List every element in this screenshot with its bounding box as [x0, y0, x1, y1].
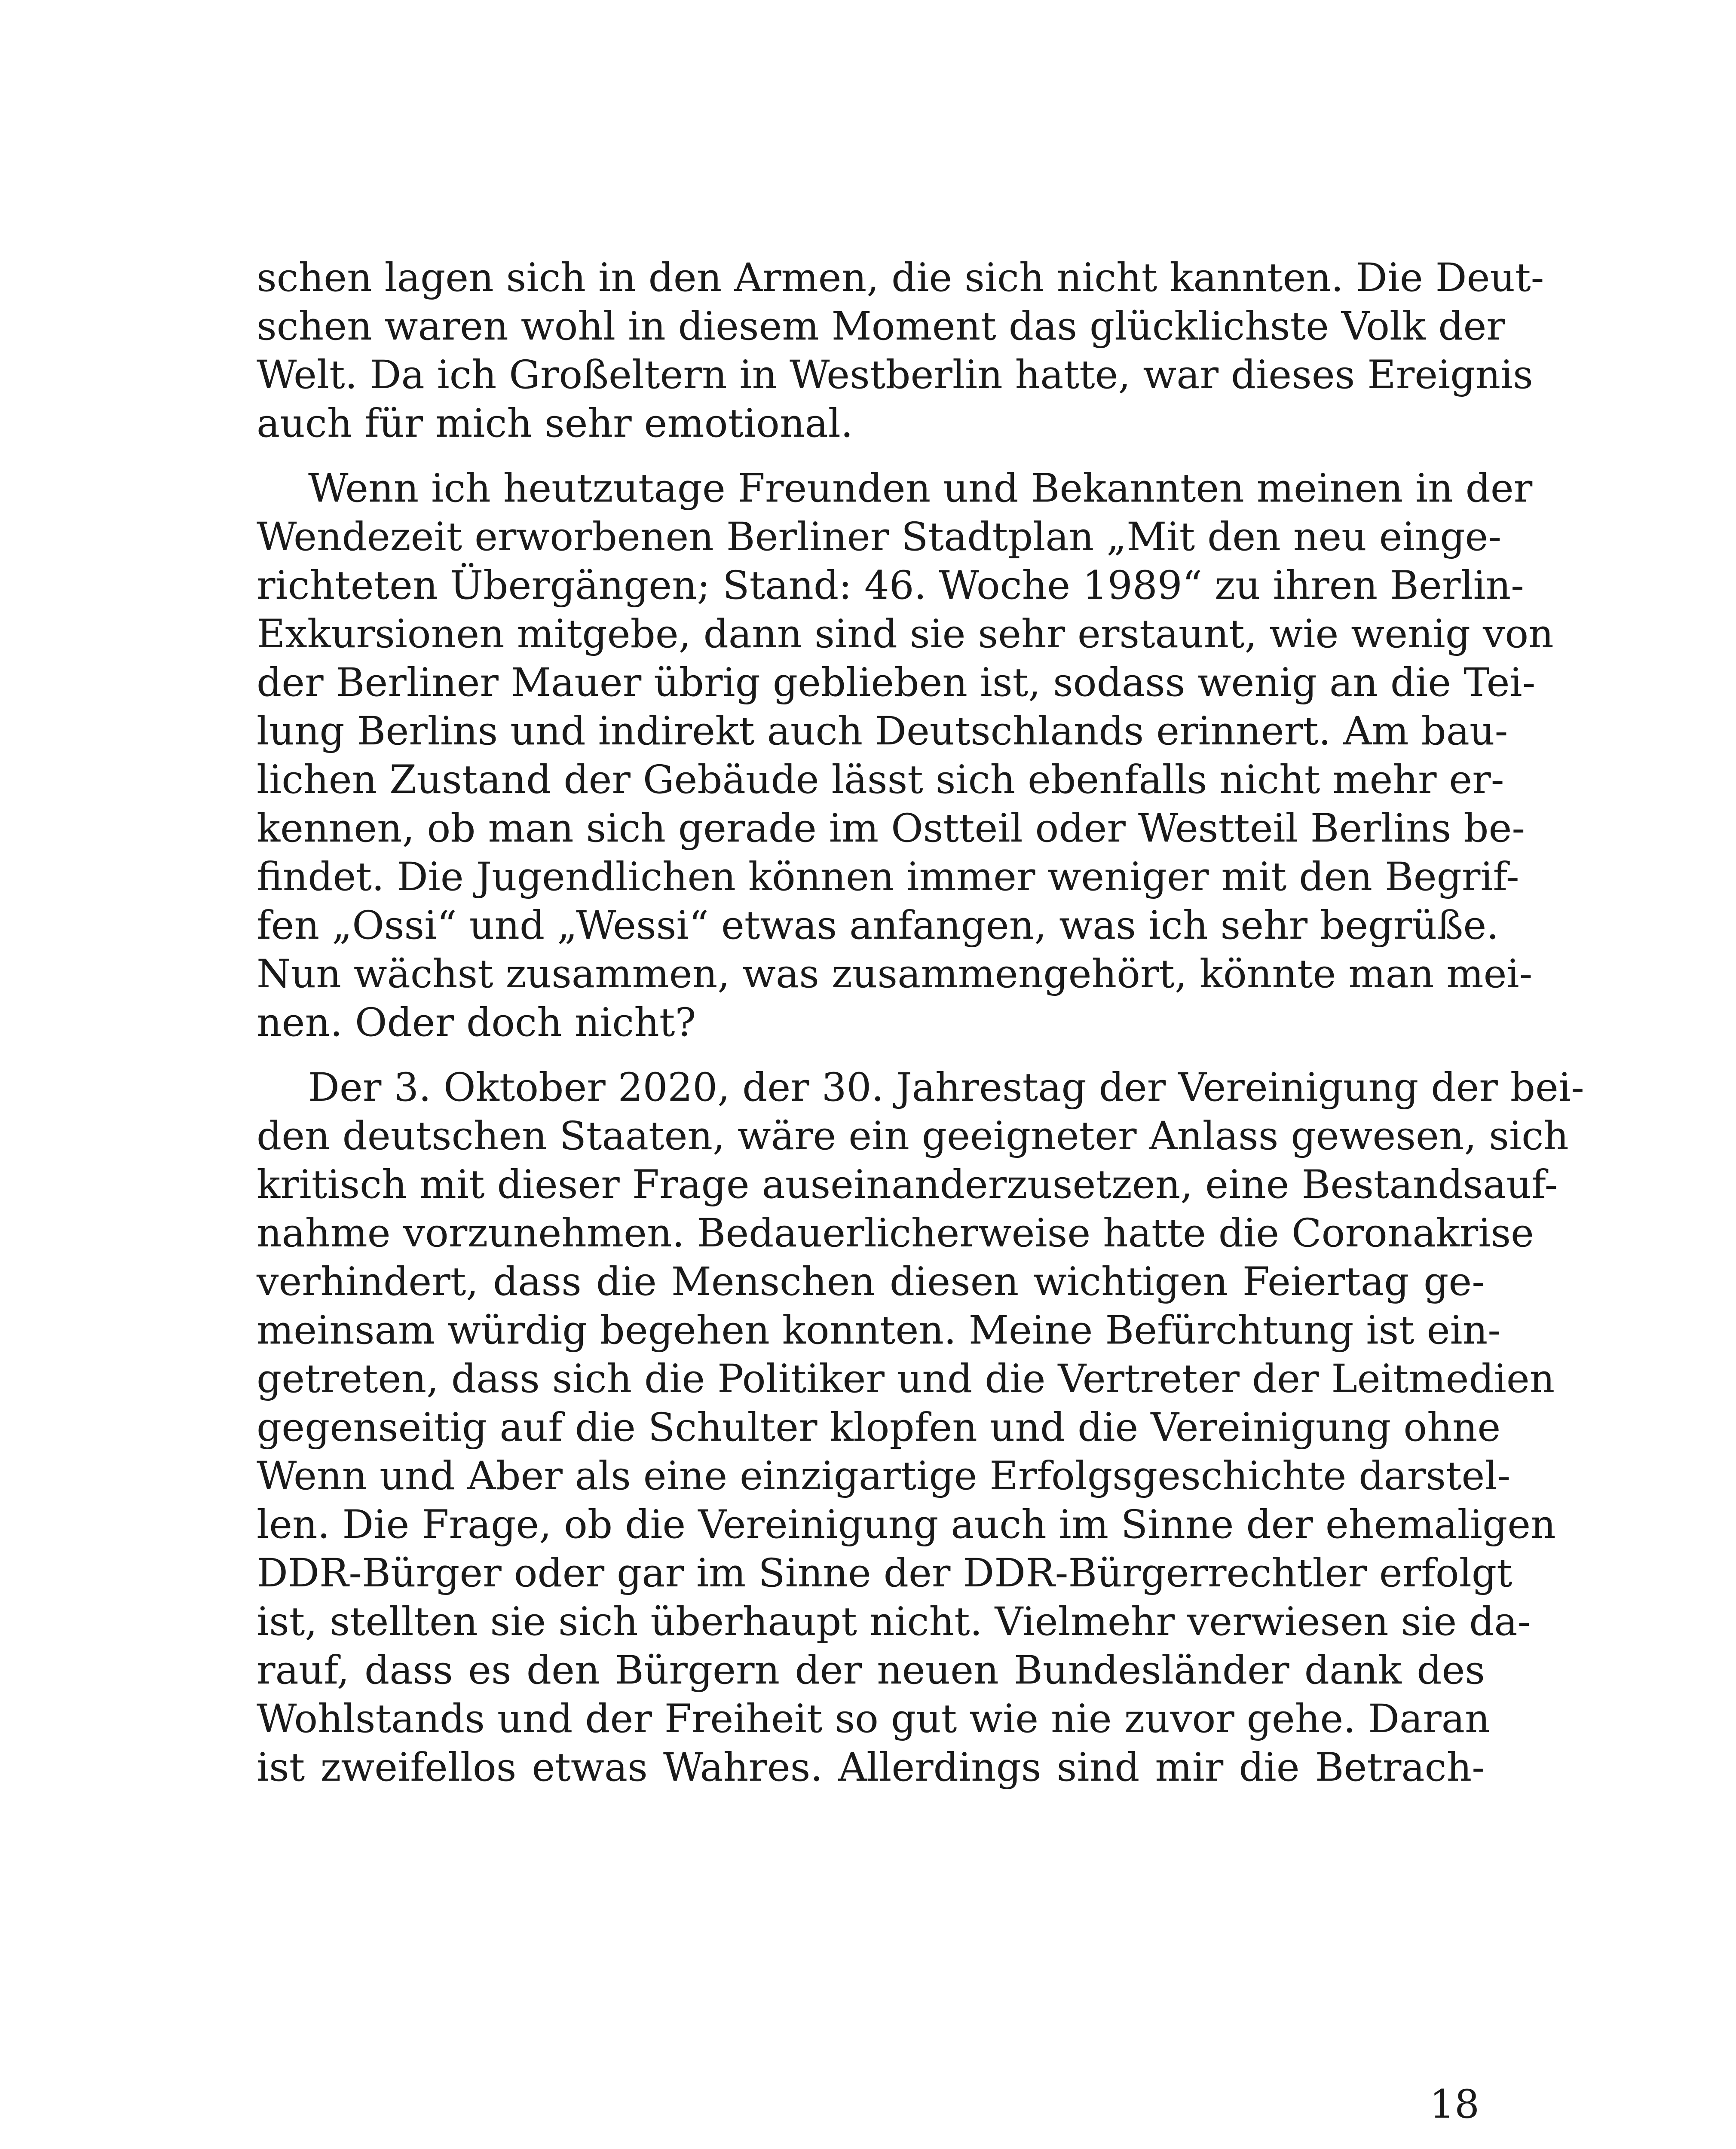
- paragraph-2: [257, 464, 1554, 1047]
- text-line: Wenn ich heutzutage Freunden und Bekannten meinen in der: [308, 466, 1533, 511]
- text-line: richteten Übergängen; Stand: 46. Woche 1989“ zu ihren Berlin-: [257, 563, 1524, 608]
- text-line: len. Die Frage, ob die Vereinigung auch im Sinne der ehemaligen: [257, 1502, 1556, 1547]
- paragraph-1: [257, 254, 1544, 448]
- text-line: DDR-Bürger oder gar im Sinne der DDR-Bürgerrechtler erfolgt: [257, 1551, 1512, 1596]
- text-line: ist, stellten sie sich überhaupt nicht. Vielmehr verwiesen sie da-: [257, 1599, 1531, 1644]
- text-line: rauf, dass es den Bürgern der neuen Bundesländer dank des: [257, 1648, 1485, 1693]
- page-number: 18: [1430, 2082, 1479, 2127]
- text-line: lung Berlins und indirekt auch Deutschlands erinnert. Am bau-: [257, 709, 1508, 754]
- text-line: nen. Oder doch nicht?: [257, 1000, 696, 1045]
- text-line: meinsam würdig begehen konnten. Meine Befürchtung ist ein-: [257, 1308, 1501, 1353]
- text-line: kritisch mit dieser Frage auseinanderzusetzen, eine Bestandsauf-: [257, 1162, 1558, 1207]
- text-line: auch für mich sehr emotional.: [257, 401, 853, 446]
- text-line: nahme vorzunehmen. Bedauerlicherweise hatte die Coronakrise: [257, 1211, 1534, 1256]
- text-line: ist zweifellos etwas Wahres. Allerdings sind mir die Betrach-: [257, 1745, 1485, 1790]
- text-line: lichen Zustand der Gebäude lässt sich ebenfalls nicht mehr er-: [257, 757, 1504, 802]
- text-line: Welt. Da ich Großeltern in Westberlin hatte, war dieses Ereignis: [257, 352, 1533, 398]
- text-line: der Berliner Mauer übrig geblieben ist, sodass wenig an die Tei-: [257, 660, 1536, 705]
- text-line: Der 3. Oktober 2020, der 30. Jahrestag der Vereinigung der bei-: [308, 1065, 1584, 1110]
- text-line: verhindert, dass die Menschen diesen wichtigen Feiertag ge-: [257, 1259, 1485, 1304]
- text-line: findet. Die Jugendlichen können immer weniger mit den Begrif-: [257, 854, 1519, 900]
- text-line: Exkursionen mitgebe, dann sind sie sehr erstaunt, wie wenig von: [257, 612, 1554, 657]
- text-line: Nun wächst zusammen, was zusammengehört, könnte man mei-: [257, 952, 1533, 997]
- text-line: fen „Ossi“ und „Wessi“ etwas anfangen, was ich sehr begrüße.: [257, 903, 1499, 948]
- text-line: Wohlstands und der Freiheit so gut wie nie zuvor gehe. Daran: [257, 1696, 1490, 1742]
- text-line: gegenseitig auf die Schulter klopfen und die Vereinigung ohne: [257, 1405, 1501, 1450]
- text-line: den deutschen Staaten, wäre ein geeigneter Anlass gewesen, sich: [257, 1114, 1569, 1159]
- text-line: Wendezeit erworbenen Berliner Stadtplan „Mit den neu einge-: [257, 514, 1502, 560]
- text-line: kennen, ob man sich gerade im Ostteil oder Westteil Berlins be-: [257, 806, 1525, 851]
- text-line: schen waren wohl in diesem Moment das glücklichste Volk der: [257, 304, 1505, 349]
- body-text: [257, 254, 1584, 1792]
- text-line: schen lagen sich in den Armen, die sich nicht kannten. Die Deut-: [257, 255, 1544, 300]
- paragraph-3: [257, 1063, 1584, 1792]
- text-line: getreten, dass sich die Politiker und die Vertreter der Leitmedien: [257, 1356, 1555, 1402]
- text-line: Wenn und Aber als eine einzigartige Erfolgsgeschichte darstel-: [257, 1454, 1511, 1499]
